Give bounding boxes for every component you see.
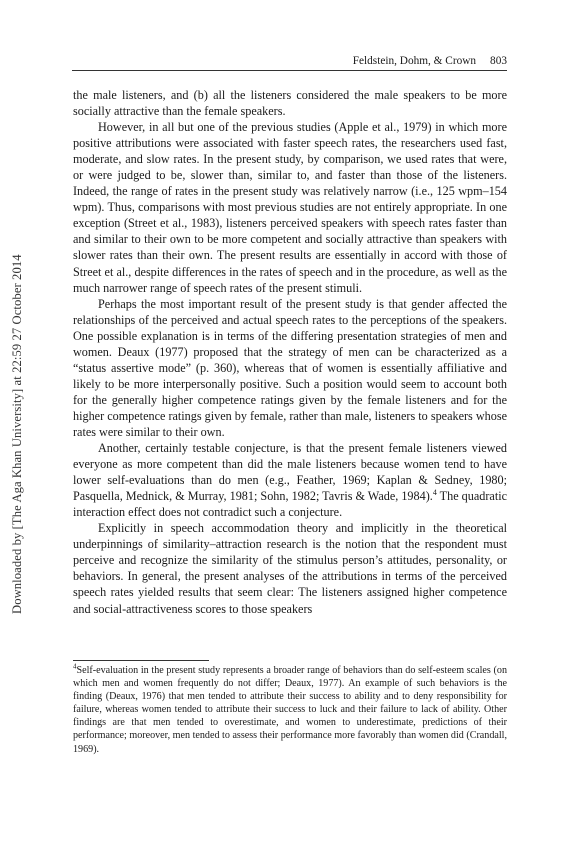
footnote-rule	[73, 660, 209, 661]
download-watermark-text: Downloaded by [The Aga Khan University] at 22:59 27 October 2014	[10, 254, 24, 614]
running-head-rule	[72, 70, 507, 71]
paragraph-gender-effect: Perhaps the most important result of the present study is that gender affected the relationships of the perceived and actual speech rates to the perceptions of the speakers. One possible explanation is in terms of the differing presentation strategies of men and women. Deaux (1977) proposed that the strategy of men can be characterized as a “status assertive mode” (p. 360), whereas that of women is essentially affiliative and likely to be more interpersonally positive. Such a position would seem to account both for the generally higher competence ratings given by the female listeners and for the higher competence ratings given by female, rather than male, listeners to speakers whose rates were similar to their own.	[73, 296, 507, 439]
footnote-text: Self-evaluation in the present study represents a broader range of behaviors than do self-esteem scales (on which men and women frequently do not differ; Deaux, 1977). An example of such behaviors is the finding (Deaux, 1976) that men tended to attribute their success to ability and to deny responsibility for failure, whereas women tended to attribute their success to luck and their failure to lack of ability. Other findings are that men tended to overestimate, and women to underestimate, predictions of their performance; moreover, men tended to assess their performance more favorably than women did (Crandall, 1969).	[73, 665, 507, 755]
body-text	[73, 87, 507, 617]
paragraph-accommodation-theory: Explicitly in speech accommodation theory and implicitly in the theoretical underpinnings of similarity–attraction research is the notion that the respondent must perceive and recognize the similarity of the stimulus person’s attitudes, personality, or behaviors. In general, the present analyses of the attributions in terms of the perceived speech rates yielded results that seem clear: The listeners assigned higher competence and social-attractiveness scores to those speakers	[73, 521, 507, 616]
paragraph-speech-rates: However, in all but one of the previous studies (Apple et al., 1979) in which more positive attributions were associated with faster speech rates, the researchers used fast, moderate, and slow rates. In the present study, by comparison, we used rates that were, or were judged to be, slower than, similar to, and faster than those of the listeners. Indeed, the range of rates in the present study was relatively narrow (i.e., 125 wpm–154 wpm). Thus, comparisons with most previous studies are not entirely appropriate. In one exception (Street et al., 1983), listeners perceived speakers with speech rates faster than and similar to their own to be more competent and socially attractive than speakers with slower rates than their own. The present results are essentially in accord with those of Street et al., despite differences in the rates of speech and in the procedure, as well as the much narrower range of speech rates of the present stimuli.	[73, 120, 507, 295]
footnote-number: 4	[73, 662, 77, 671]
footnote	[73, 664, 507, 756]
footnote-marker: 4	[432, 488, 437, 498]
paragraph-self-evaluation	[73, 440, 507, 520]
paragraph-self-evaluation-text-a: Another, certainly testable conjecture, is that the present female listeners viewed everyone as more competent than did the male listeners because women tend to have lower self-evaluations than do men (e.g., Feather, 1969; Kaplan & Sedney, 1980; Pasquella, Mednick, & Murray, 1981; Sohn, 1982; Tavris & Wade, 1984).	[73, 441, 507, 504]
paragraph-self-evaluation-text-b: The quadratic interaction effect does not contradict such a conjecture.	[73, 489, 507, 520]
page-number: 803	[490, 55, 507, 67]
running-head-authors: Feldstein, Dohm, & Crown	[352, 55, 477, 67]
running-head	[72, 54, 507, 68]
paragraph-continued: the male listeners, and (b) all the listeners considered the male speakers to be more socially attractive than the female speakers.	[73, 88, 507, 119]
